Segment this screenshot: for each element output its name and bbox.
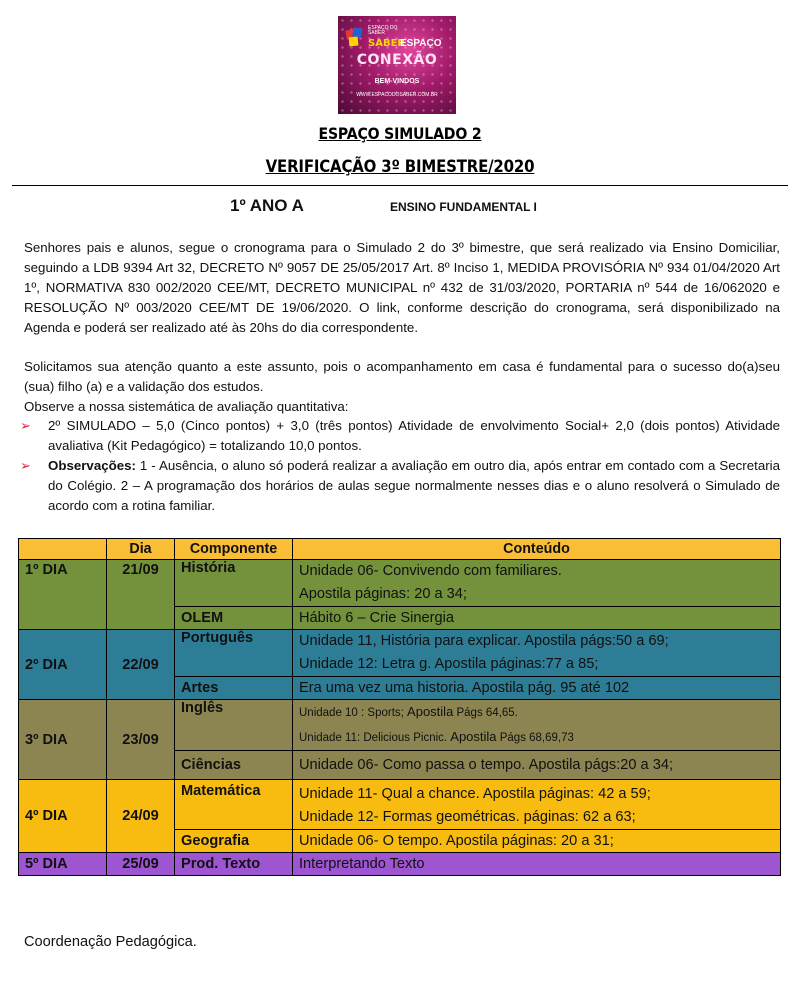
school-logo	[338, 16, 456, 114]
component-name: Geografia	[175, 830, 293, 853]
component-name: Prod. Texto	[175, 853, 293, 876]
arrow-bullet-icon: ➢	[20, 418, 31, 433]
evaluation-intro: Observe a nossa sistemática de avaliação quantitativa:	[24, 399, 349, 414]
document-title: ESPAÇO SIMULADO 2	[318, 124, 482, 143]
day-label: 1º DIA	[19, 560, 107, 630]
bullet-simulado-text: 2º SIMULADO – 5,0 (Cinco pontos) + 3,0 (três pontos) Atividade de envolvimento Social+ 2,0 (dois pontos) Atividade avaliativa (Kit Pedagógico) = totalizando 10,0 pontos.	[48, 418, 780, 453]
content-line-part: Págs 64,65.	[453, 707, 518, 719]
table-row	[19, 630, 781, 677]
logo-url: WWW.ESPACODOSABER.COM.BR	[356, 92, 438, 98]
content-line: Unidade 11- Qual a chance. Apostila páginas: 42 a 59;	[299, 786, 651, 802]
content-cell: Interpretando Texto	[293, 853, 781, 876]
table-header-row	[19, 539, 781, 560]
observacoes-label: Observações:	[48, 458, 136, 473]
intro-paragraph: Senhores pais e alunos, segue o cronograma para o Simulado 2 do 3º bimestre, que será realizado via Ensino Domiciliar, seguindo a LDB 9394 Art 32, DECRETO Nº 9057 DE 25/05/2017 Art. 8º Inciso 1, MEDIDA PROVISÓRIA Nº 934 01/04/2020 Art 1º, NORMATIVA 830 002/2020 CEE/MT, DECRETO MUNICIPAL nº 432 de 31/03/2020, PORTARIA nº 544 de 16/062020 e RESOLUÇÃO Nº 003/2020 CEE/MT DE 19/06/2020. O link, conforme descrição do cronograma, será disponibilizado na Agenda e poderá ser realizado até às 20hs do dia correspondente.	[24, 240, 780, 335]
header-day-num	[19, 539, 107, 560]
day-date: 25/09	[107, 853, 175, 876]
attention-paragraph	[24, 357, 780, 417]
table-row	[19, 853, 781, 876]
content-line: Unidade 12- Formas geométricas. páginas: 62 a 63;	[299, 809, 636, 825]
content-line-part: Apostila	[450, 729, 497, 744]
component-name: Português	[175, 630, 293, 677]
schedule-table	[18, 538, 781, 876]
arrow-bullet-icon: ➢	[20, 458, 31, 473]
content-line: Unidade 12: Letra g. Apostila páginas:77 a 85;	[299, 656, 599, 672]
content-cell: Hábito 6 – Crie Sinergia	[293, 607, 781, 630]
logo-saber: SABER	[368, 38, 406, 49]
content-line-part: Págs 68,69,73	[496, 732, 574, 744]
content-cell: Unidade 06- O tempo. Apostila páginas: 20 a 31;	[293, 830, 781, 853]
day-date: 23/09	[107, 700, 175, 780]
content-line-part: Unidade 11: Delicious Picnic.	[299, 732, 451, 744]
content-line: Unidade 11, História para explicar. Apostila págs:50 a 69;	[299, 633, 669, 649]
table-row	[19, 560, 781, 607]
table-row	[19, 780, 781, 830]
class-label: 1º ANO A	[230, 196, 304, 215]
content-cell	[293, 560, 781, 607]
content-line: Unidade 06- Convivendo com familiares.	[299, 563, 562, 579]
content-line: Apostila páginas: 20 a 34;	[299, 586, 467, 602]
signature: Coordenação Pedagógica.	[24, 934, 197, 950]
content-cell: Era uma vez uma historia. Apostila pág. 95 até 102	[293, 677, 781, 700]
content-cell: Unidade 06- Como passa o tempo. Apostila págs:20 a 34;	[293, 751, 781, 780]
header-component: Componente	[175, 539, 293, 560]
component-name: História	[175, 560, 293, 607]
bullet-observacoes	[20, 456, 780, 516]
logo-conexao: CONEXÃO	[356, 52, 438, 68]
content-line-part: Unidade 10 : Sports;	[299, 707, 408, 719]
attention-text: Solicitamos sua atenção quanto a este assunto, pois o acompanhamento em casa é fundamental para o sucesso do(a)seu (sua) filho (a) e a validação dos estudos.	[24, 359, 780, 394]
logo-espaco: ESPAÇO	[400, 38, 442, 49]
day-date: 21/09	[107, 560, 175, 630]
day-label: 3º DIA	[19, 700, 107, 780]
day-date: 22/09	[107, 630, 175, 700]
day-date: 24/09	[107, 780, 175, 853]
content-line-part: Apostila	[407, 704, 454, 719]
observacoes-text: 1 - Ausência, o aluno só poderá realizar a avaliação em outro dia, após entrar em contado com a Secretaria do Colégio. 2 – A programação dos horários de aulas segue normalmente nesses dias e o aluno resolverá o Simulado de acordo com a rotina familiar.	[48, 458, 780, 513]
day-label: 5º DIA	[19, 853, 107, 876]
divider	[12, 185, 788, 186]
content-cell	[293, 700, 781, 751]
component-name: Ciências	[175, 751, 293, 780]
document-subtitle: VERIFICAÇÃO 3º BIMESTRE/2020	[265, 157, 535, 177]
level-label: ENSINO FUNDAMENTAL I	[390, 200, 537, 214]
content-cell	[293, 630, 781, 677]
component-name: Inglês	[175, 700, 293, 751]
bullet-observacoes-text	[48, 456, 780, 516]
logo-mark-icon	[344, 26, 366, 48]
day-label: 4º DIA	[19, 780, 107, 853]
logo-welcome: BEM-VINDOS	[374, 78, 420, 85]
day-label: 2º DIA	[19, 630, 107, 700]
content-cell	[293, 780, 781, 830]
table-row	[19, 700, 781, 751]
logo-small-text: ESPAÇO DO SABER	[368, 25, 398, 36]
bullet-simulado	[20, 416, 780, 456]
header-content: Conteúdo	[293, 539, 781, 560]
component-name: Matemática	[175, 780, 293, 830]
component-name: Artes	[175, 677, 293, 700]
component-name: OLEM	[175, 607, 293, 630]
header-day: Dia	[107, 539, 175, 560]
